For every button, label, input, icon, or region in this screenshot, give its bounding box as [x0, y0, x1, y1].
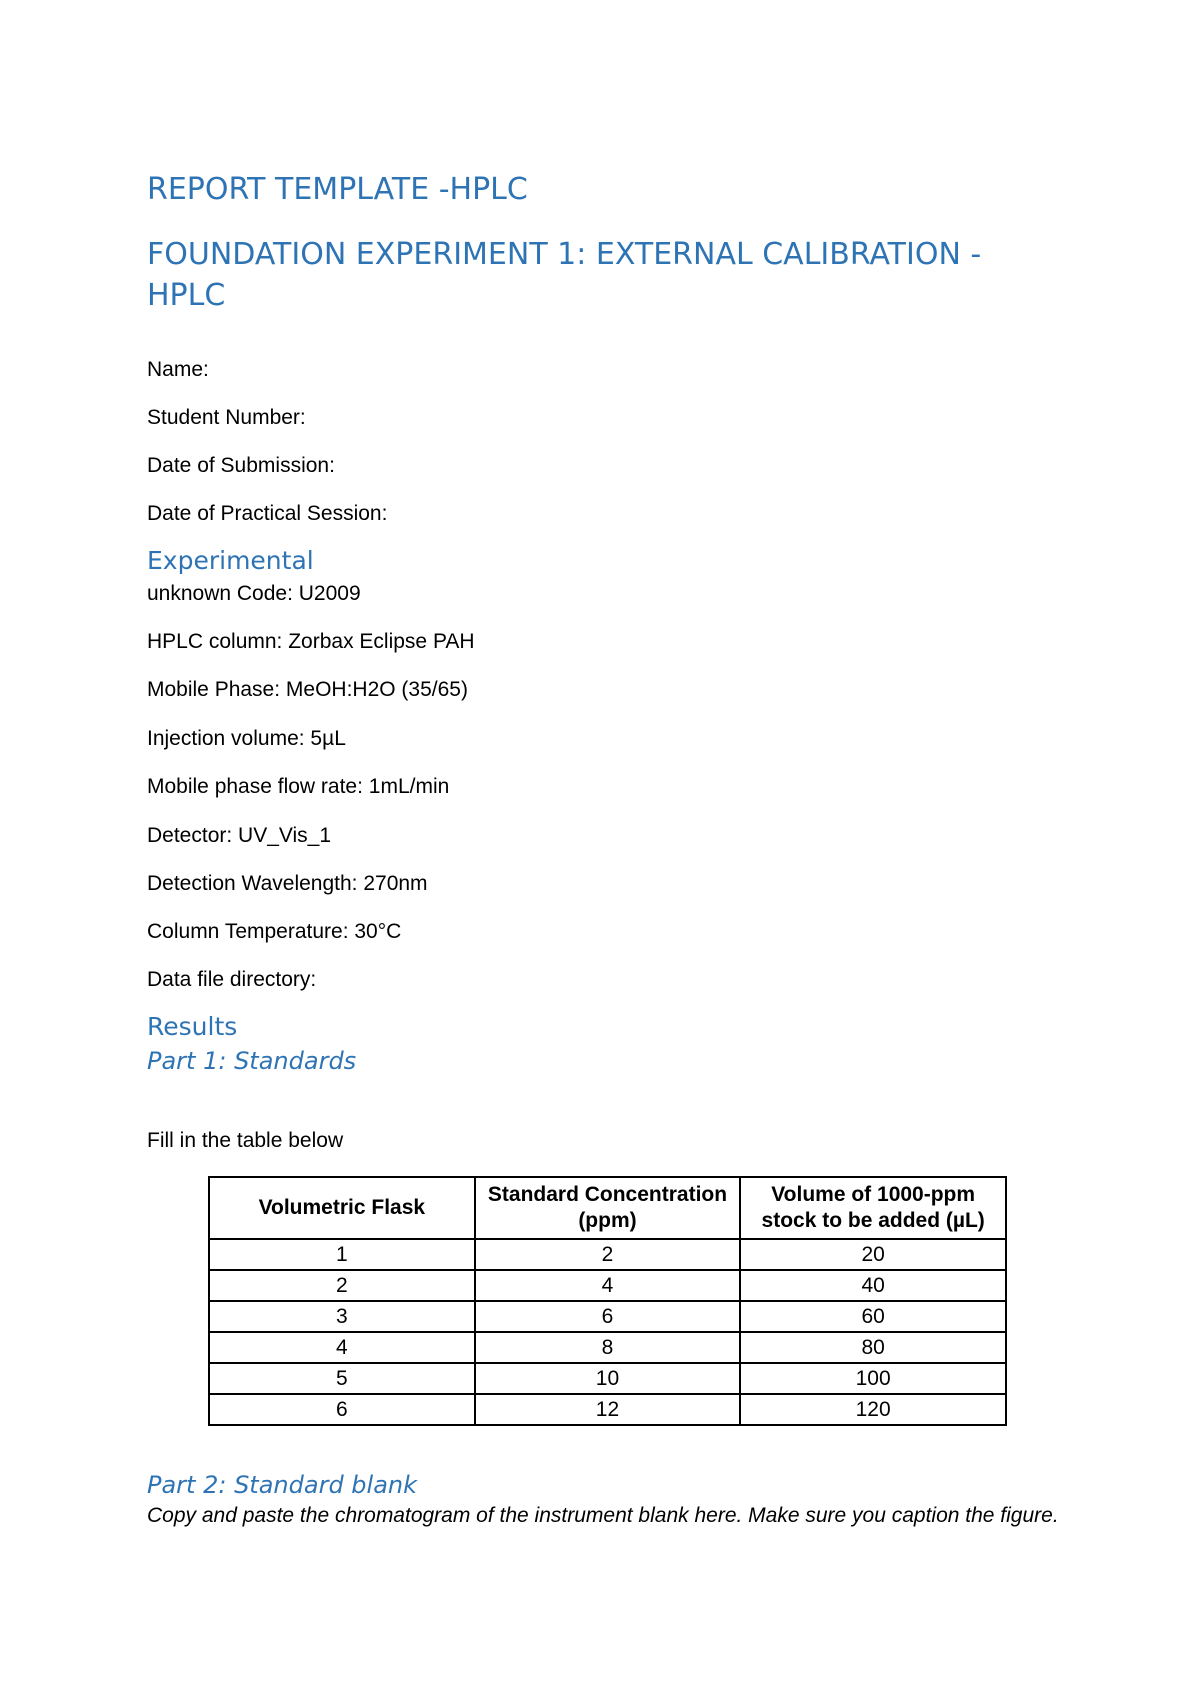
table-cell: 8 — [475, 1332, 741, 1363]
injection-volume: Injection volume: 5µL — [147, 727, 346, 750]
table-cell: 2 — [209, 1270, 475, 1301]
detection-wavelength: Detection Wavelength: 270nm — [147, 872, 428, 895]
table-cell: 4 — [209, 1332, 475, 1363]
table-row — [209, 1239, 1006, 1270]
header-stock-volume: Volume of 1000-ppm stock to be added (µL) — [740, 1177, 1006, 1239]
table-row — [209, 1332, 1006, 1363]
table-row — [209, 1301, 1006, 1332]
table-cell: 40 — [740, 1270, 1006, 1301]
table-cell: 6 — [209, 1394, 475, 1425]
date-practical-field: Date of Practical Session: — [147, 502, 388, 525]
hplc-column: HPLC column: Zorbax Eclipse PAH — [147, 630, 475, 653]
name-field: Name: — [147, 358, 209, 381]
detector: Detector: UV_Vis_1 — [147, 824, 332, 847]
table-cell: 20 — [740, 1239, 1006, 1270]
results-heading: Results — [147, 1012, 238, 1041]
header-standard-concentration: Standard Concentration (ppm) — [475, 1177, 741, 1239]
part2-heading: Part 2: Standard blank — [147, 1471, 418, 1499]
table-cell: 1 — [209, 1239, 475, 1270]
table-row — [209, 1394, 1006, 1425]
table-header-row — [209, 1177, 1006, 1239]
table-cell: 10 — [475, 1363, 741, 1394]
table-cell: 12 — [475, 1394, 741, 1425]
column-temperature: Column Temperature: 30°C — [147, 920, 402, 943]
table-cell: 120 — [740, 1394, 1006, 1425]
report-title: REPORT TEMPLATE -HPLC — [147, 172, 528, 207]
table-cell: 6 — [475, 1301, 741, 1332]
part2-instruction: Copy and paste the chromatogram of the instrument blank here. Make sure you caption the figure. — [147, 1504, 1059, 1527]
part1-heading: Part 1: Standards — [147, 1047, 357, 1075]
table-cell: 5 — [209, 1363, 475, 1394]
fill-table-instruction: Fill in the table below — [147, 1129, 344, 1152]
mobile-phase: Mobile Phase: MeOH:H2O (35/65) — [147, 678, 468, 701]
student-number-field: Student Number: — [147, 406, 306, 429]
table-row — [209, 1363, 1006, 1394]
experimental-heading: Experimental — [147, 546, 314, 575]
table-cell: 80 — [740, 1332, 1006, 1363]
experiment-title: FOUNDATION EXPERIMENT 1: EXTERNAL CALIBRATION -HPLC — [147, 237, 982, 313]
header-volumetric-flask: Volumetric Flask — [209, 1177, 475, 1239]
table-cell: 3 — [209, 1301, 475, 1332]
table-cell: 2 — [475, 1239, 741, 1270]
standards-table — [208, 1176, 1007, 1426]
table-row — [209, 1270, 1006, 1301]
data-file-directory: Data file directory: — [147, 968, 317, 991]
table-cell: 100 — [740, 1363, 1006, 1394]
unknown-code: unknown Code: U2009 — [147, 582, 361, 605]
date-submission-field: Date of Submission: — [147, 454, 335, 477]
table-cell: 4 — [475, 1270, 741, 1301]
flow-rate: Mobile phase flow rate: 1mL/min — [147, 775, 450, 798]
table-cell: 60 — [740, 1301, 1006, 1332]
